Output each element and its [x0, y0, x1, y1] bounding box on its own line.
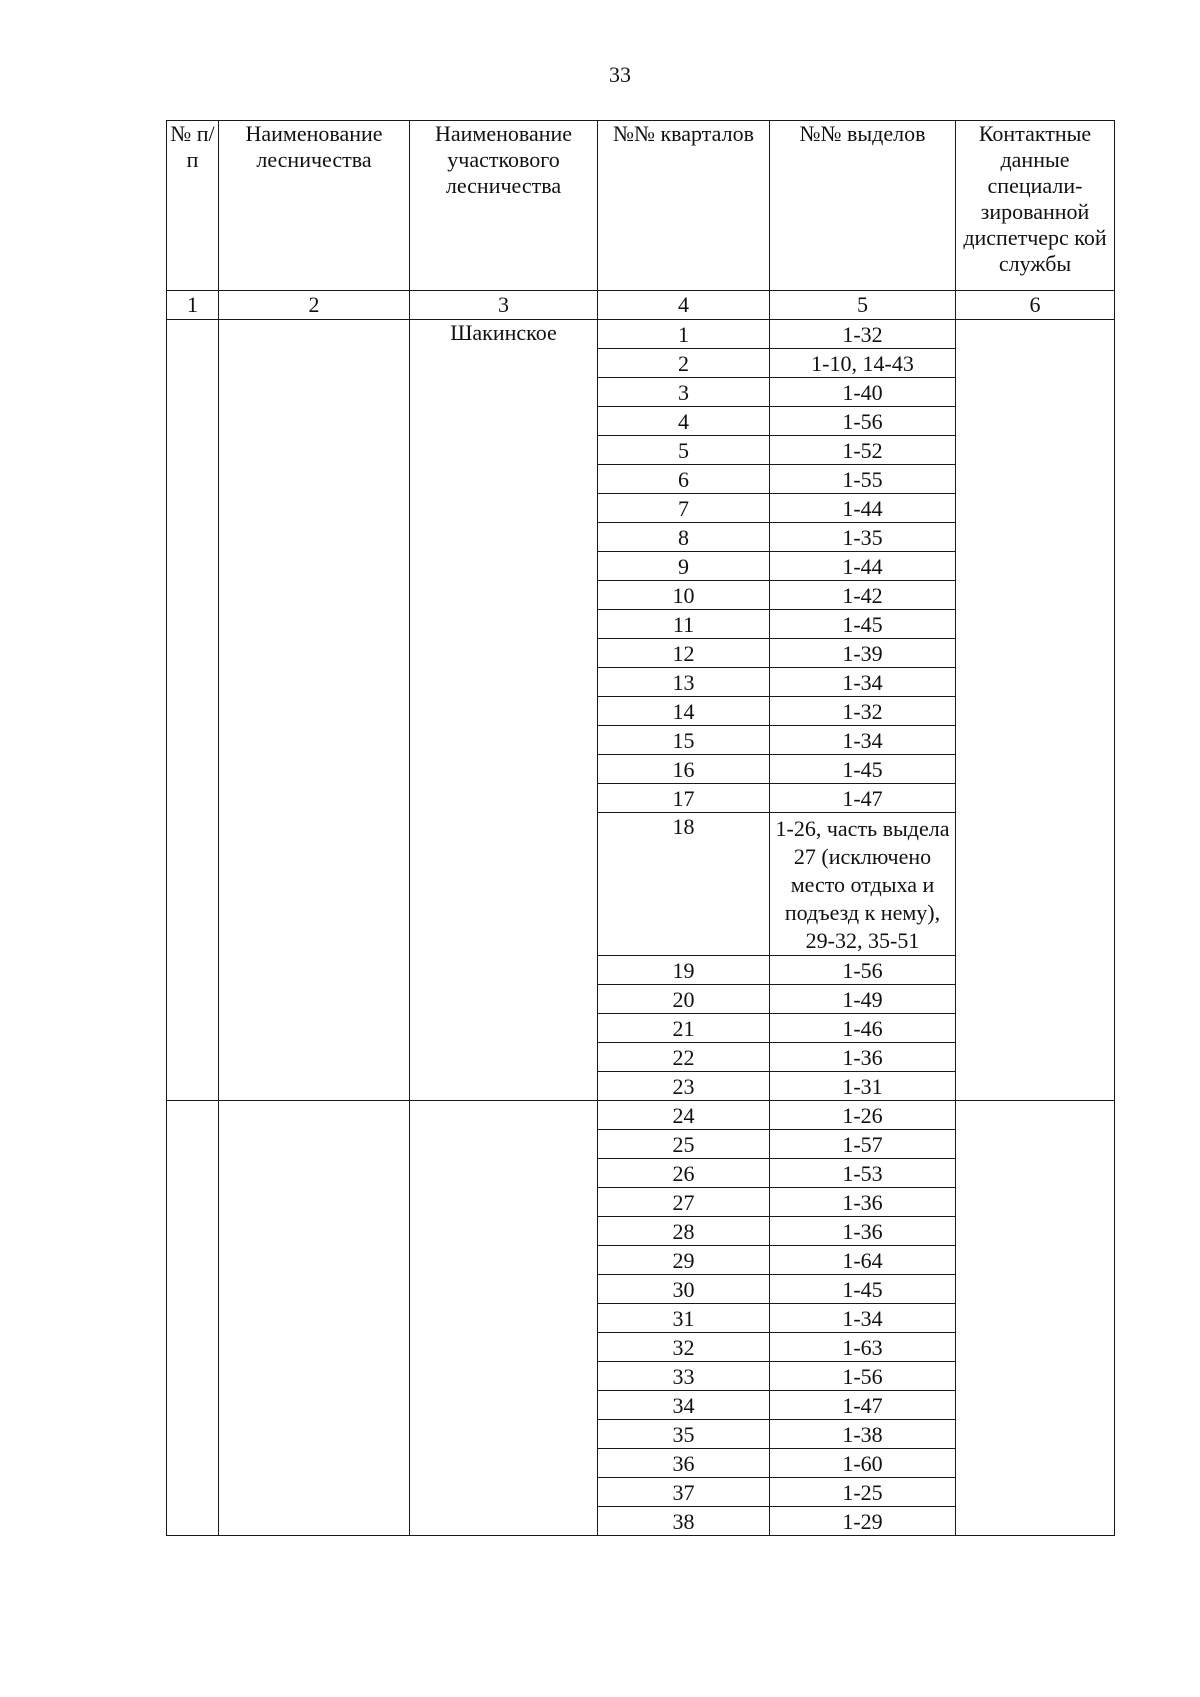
table-body — [167, 320, 1115, 1536]
vydel-cell: 1-39 — [770, 639, 956, 668]
kvartal-cell: 19 — [598, 956, 770, 985]
vydel-cell: 1-44 — [770, 494, 956, 523]
kvartal-cell: 20 — [598, 985, 770, 1014]
kvartal-cell: 14 — [598, 697, 770, 726]
kvartal-cell: 25 — [598, 1130, 770, 1159]
kvartal-cell: 7 — [598, 494, 770, 523]
kvartal-cell: 17 — [598, 784, 770, 813]
vydel-cell: 1-34 — [770, 1304, 956, 1333]
kvartal-cell: 18 — [598, 813, 770, 956]
vydel-cell: 1-10, 14-43 — [770, 349, 956, 378]
vydel-cell: 1-26, часть выдела 27 (исключено место отдыха и подъезд к нему), 29-32, 35-51 — [770, 813, 956, 956]
contacts-cell — [956, 320, 1115, 1101]
column-number: 3 — [410, 291, 598, 320]
vydel-cell: 1-34 — [770, 668, 956, 697]
kvartal-cell: 29 — [598, 1246, 770, 1275]
kvartal-cell: 21 — [598, 1014, 770, 1043]
vydel-cell: 1-32 — [770, 697, 956, 726]
kvartal-cell: 5 — [598, 436, 770, 465]
vydel-cell: 1-60 — [770, 1449, 956, 1478]
kvartal-cell: 32 — [598, 1333, 770, 1362]
vydel-cell: 1-25 — [770, 1478, 956, 1507]
vydel-cell: 1-29 — [770, 1507, 956, 1536]
vydel-cell: 1-55 — [770, 465, 956, 494]
column-number: 5 — [770, 291, 956, 320]
kvartal-cell: 16 — [598, 755, 770, 784]
header-number: № п/п — [167, 121, 219, 291]
vydel-cell: 1-45 — [770, 755, 956, 784]
kvartal-cell: 22 — [598, 1043, 770, 1072]
kvartal-cell: 30 — [598, 1275, 770, 1304]
table-row — [167, 320, 1115, 349]
vydel-cell: 1-46 — [770, 1014, 956, 1043]
kvartal-cell: 1 — [598, 320, 770, 349]
kvartal-cell: 26 — [598, 1159, 770, 1188]
kvartal-cell: 6 — [598, 465, 770, 494]
vydel-cell: 1-42 — [770, 581, 956, 610]
vydel-cell: 1-47 — [770, 1391, 956, 1420]
vydel-cell: 1-40 — [770, 378, 956, 407]
kvartal-cell: 35 — [598, 1420, 770, 1449]
vydel-cell: 1-56 — [770, 1362, 956, 1391]
vydel-cell: 1-49 — [770, 985, 956, 1014]
column-number: 2 — [219, 291, 410, 320]
vydel-cell: 1-45 — [770, 610, 956, 639]
kvartal-cell: 15 — [598, 726, 770, 755]
forestry-cell — [219, 1101, 410, 1536]
column-number: 1 — [167, 291, 219, 320]
page-number: 33 — [609, 62, 631, 87]
vydel-cell: 1-26 — [770, 1101, 956, 1130]
kvartal-cell: 31 — [598, 1304, 770, 1333]
column-number: 4 — [598, 291, 770, 320]
vydel-cell: 1-32 — [770, 320, 956, 349]
district-forestry-cell: Шакинское — [410, 320, 598, 1101]
row-number-cell — [167, 320, 219, 1101]
row-number-cell — [167, 1101, 219, 1536]
vydel-cell: 1-63 — [770, 1333, 956, 1362]
kvartal-cell: 28 — [598, 1217, 770, 1246]
header-forestry: Наименование лесничества — [219, 121, 410, 291]
table-header — [167, 121, 1115, 320]
column-number: 6 — [956, 291, 1115, 320]
vydel-cell: 1-56 — [770, 407, 956, 436]
table-row — [167, 1101, 1115, 1130]
kvartal-cell: 9 — [598, 552, 770, 581]
kvartal-cell: 3 — [598, 378, 770, 407]
vydel-cell: 1-56 — [770, 956, 956, 985]
kvartal-cell: 37 — [598, 1478, 770, 1507]
vydel-cell: 1-36 — [770, 1188, 956, 1217]
vydel-cell: 1-36 — [770, 1217, 956, 1246]
forestry-table — [166, 120, 1115, 1536]
column-number-row — [167, 291, 1115, 320]
vydel-cell: 1-35 — [770, 523, 956, 552]
kvartal-cell: 34 — [598, 1391, 770, 1420]
vydel-cell: 1-53 — [770, 1159, 956, 1188]
kvartal-cell: 23 — [598, 1072, 770, 1101]
district-forestry-cell — [410, 1101, 598, 1536]
header-kvartals: №№ кварталов — [598, 121, 770, 291]
vydel-cell: 1-52 — [770, 436, 956, 465]
vydel-cell: 1-36 — [770, 1043, 956, 1072]
vydel-cell: 1-44 — [770, 552, 956, 581]
kvartal-cell: 38 — [598, 1507, 770, 1536]
kvartal-cell: 13 — [598, 668, 770, 697]
vydel-cell: 1-57 — [770, 1130, 956, 1159]
kvartal-cell: 8 — [598, 523, 770, 552]
header-contacts: Контактные данные специали-зированной диспетчерс кой службы — [956, 121, 1115, 291]
header-district-forestry: Наименование участкового лесничества — [410, 121, 598, 291]
kvartal-cell: 2 — [598, 349, 770, 378]
kvartal-cell: 36 — [598, 1449, 770, 1478]
kvartal-cell: 27 — [598, 1188, 770, 1217]
vydel-cell: 1-47 — [770, 784, 956, 813]
kvartal-cell: 24 — [598, 1101, 770, 1130]
kvartal-cell: 10 — [598, 581, 770, 610]
vydel-cell: 1-38 — [770, 1420, 956, 1449]
kvartal-cell: 11 — [598, 610, 770, 639]
contacts-cell — [956, 1101, 1115, 1536]
kvartal-cell: 12 — [598, 639, 770, 668]
vydel-cell: 1-31 — [770, 1072, 956, 1101]
forestry-cell — [219, 320, 410, 1101]
vydel-cell: 1-64 — [770, 1246, 956, 1275]
header-vydels: №№ выделов — [770, 121, 956, 291]
kvartal-cell: 4 — [598, 407, 770, 436]
vydel-cell: 1-34 — [770, 726, 956, 755]
vydel-cell: 1-45 — [770, 1275, 956, 1304]
kvartal-cell: 33 — [598, 1362, 770, 1391]
